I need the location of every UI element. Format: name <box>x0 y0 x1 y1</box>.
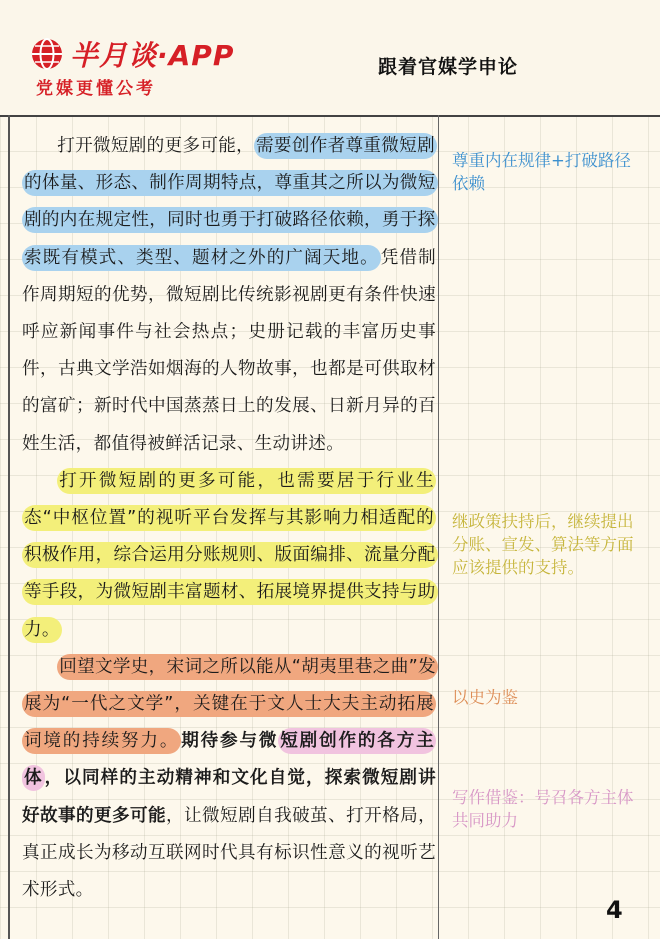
logo-slogan: 党媒更懂公考 <box>36 79 156 99</box>
article-body <box>22 128 436 909</box>
page-title: 跟着官媒学申论 <box>378 56 519 78</box>
bold-phrase-2: ，以同样的主动精神和文化自觉，探索微短剧讲好故事的更多可能 <box>22 768 436 826</box>
highlight-pink: 短剧创作的各方主体 <box>22 728 436 791</box>
globe-icon <box>30 37 64 71</box>
paragraph-1 <box>22 128 436 463</box>
highlight-yellow: 打开微短剧的更多可能，也需要居于行业生态“中枢位置”的视听平台发挥与其影响力相适配的积极作用，综合运用分账规则、版面编排、流量分配等手段，为微短剧丰富题材、拓展境界提供支持与助力。 <box>22 468 438 643</box>
left-rule <box>8 115 10 939</box>
paragraph-1-lead: 打开微短剧的更多可能， <box>57 136 255 156</box>
paragraph-1-rest: 凭借制作周期短的优势，微短剧比传统影视剧更有条件快速呼应新闻事件与社会热点；史册记载的丰富历史事件，古典文学浩如烟海的人物故事，也都是可供取材的富矿；新时代中国蒸蒸日上的发展、日新月异的百姓生活，都值得被鲜活记录、生动讲述。 <box>22 247 437 454</box>
bold-phrase-1: 期待参与微 <box>181 731 279 752</box>
margin-note-orange: 以史为鉴 <box>452 688 518 707</box>
paragraph-3-rest: ，让微短剧自我破茧、打开格局，真正成长为移动互联网时代具有标识性意义的视听艺术形式。 <box>22 805 436 901</box>
logo-title: 半月谈·APP <box>70 39 235 72</box>
column-divider <box>438 115 439 939</box>
top-rule <box>0 115 660 117</box>
margin-note-pink: 写作借鉴：号召各方主体共同助力 <box>452 788 634 830</box>
margin-note-blue: 尊重内在规律+打破路径依赖 <box>452 151 631 193</box>
paragraph-3 <box>22 649 436 909</box>
margin-note-yellow: 继政策扶持后，继续提出分账、宣发、算法等方面应该提供的支持。 <box>452 512 634 577</box>
highlight-orange: 回望文学史，宋词之所以能从“胡夷里巷之曲”发展为“一代之文学”，关键在于文人士大夫主动拓展词境的持续努力。 <box>22 654 438 754</box>
page-number: 4 <box>606 896 623 924</box>
paragraph-2 <box>22 463 436 649</box>
page-header <box>0 0 660 110</box>
highlight-blue: 需要创作者尊重微短剧的体量、形态、制作周期特点，尊重其之所以为微短剧的内在规定性，同时也勇于打破路径依赖，勇于探索既有模式、类型、题材之外的广阔天地。 <box>22 133 438 271</box>
